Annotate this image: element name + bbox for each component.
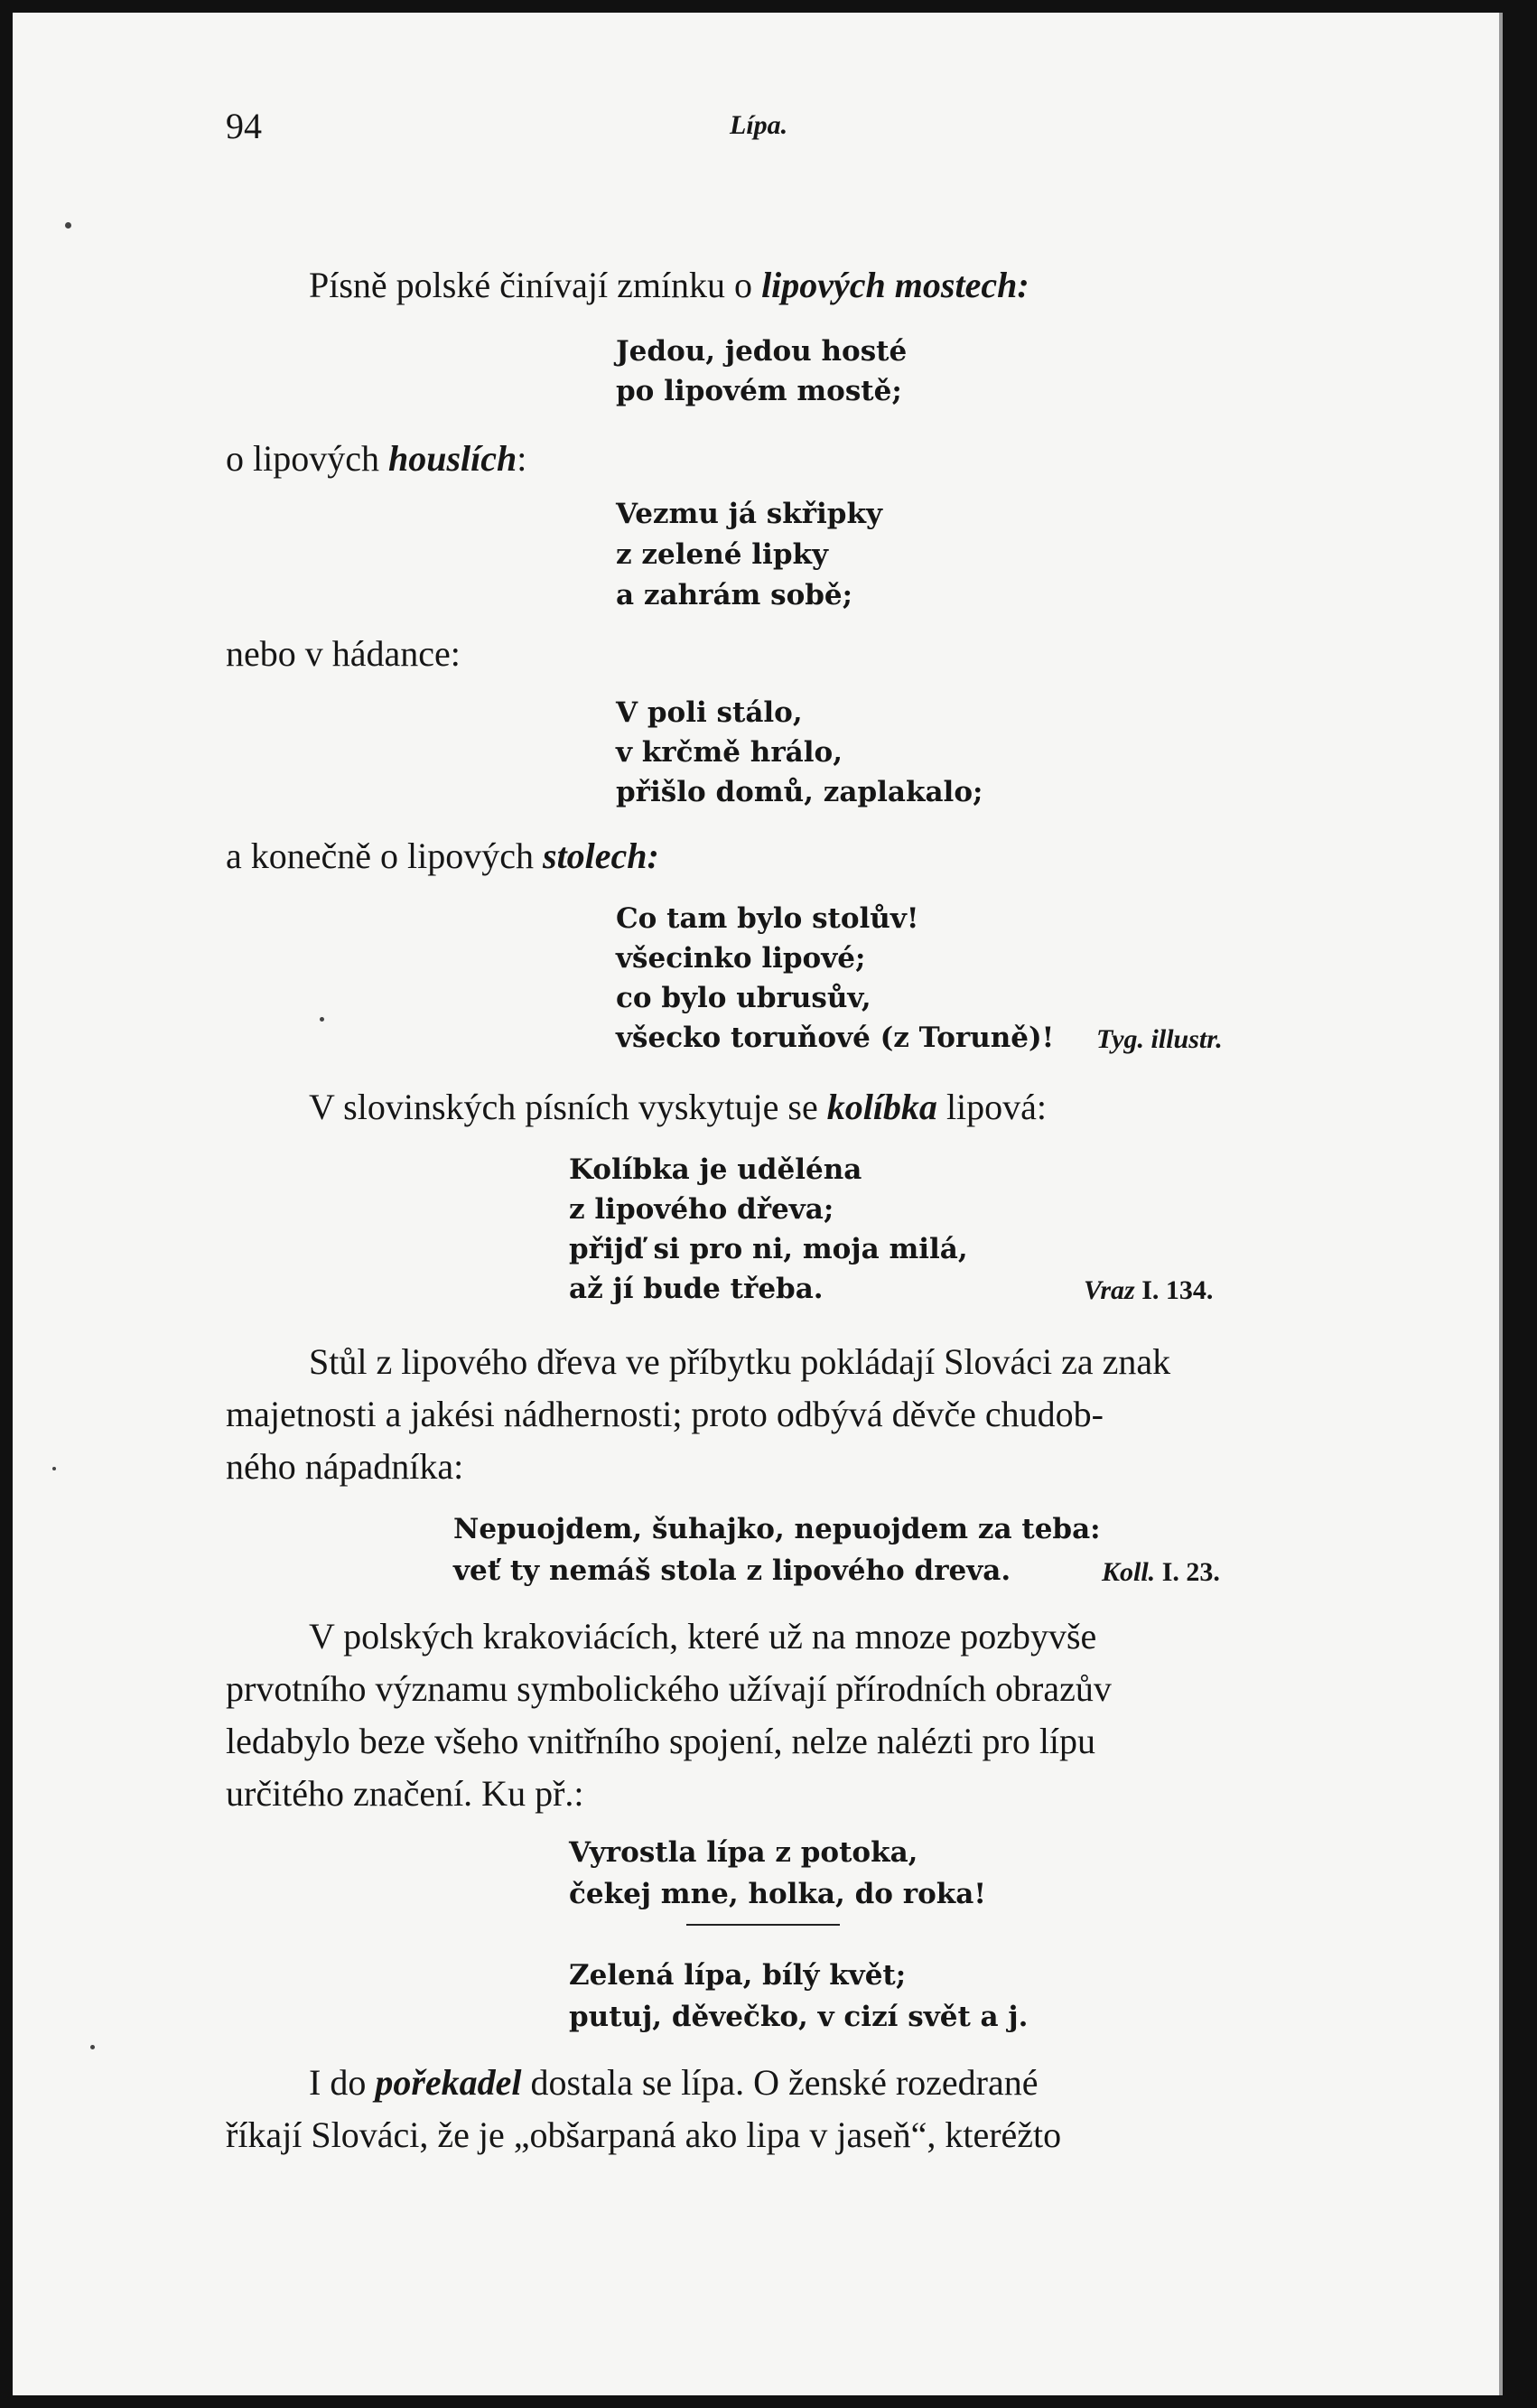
verse-line: Kolíbka je uděléna [569, 1153, 862, 1186]
verse-line: čekej mne, holka, do roka! [569, 1878, 986, 1910]
paragraph-8-line: I do pořekadel dostala se lípa. O ženské rozedrané [309, 2062, 1039, 2103]
paragraph-1: Písně polské činívají zmínku o lipových mostech: [309, 265, 1029, 305]
scan-speck [65, 222, 71, 229]
verse-line: až jí bude třeba. [569, 1273, 824, 1305]
verse-line: a zahrám sobě; [616, 579, 853, 611]
page-edge-shadow [1499, 13, 1503, 2395]
emphasis: lipových mostech: [761, 265, 1029, 305]
verse-line: Co tam bylo stolův! [616, 902, 919, 935]
verse-line: po lipovém mostě; [616, 375, 902, 407]
verse-line: přišlo domů, zaplakalo; [616, 776, 983, 808]
scan-speck [90, 2045, 95, 2049]
paragraph-6-line: Stůl z lipového dřeva ve příbytku pokládají Slováci za znak [309, 1341, 1171, 1382]
running-head: Lípa. [730, 110, 788, 140]
verse-separator-rule [686, 1924, 840, 1926]
paragraph-2: o lipových houslích: [226, 438, 527, 479]
verse-line: přijď si pro ni, moja milá, [569, 1233, 968, 1265]
verse-line: z zelené lipky [616, 538, 828, 571]
paragraph-7-line: prvotního významu symbolického užívají přírodních obrazův [226, 1668, 1112, 1709]
paragraph-7-line: V polských krakoviácích, které už na mnoze pozbyvše [309, 1616, 1097, 1657]
source-citation: Tyg. illustr. [1096, 1024, 1223, 1054]
verse-line: Vezmu já skřipky [616, 498, 882, 530]
verse-line: všecinko lipové; [616, 942, 866, 975]
paragraph-8-line: říkají Slováci, že je „obšarpaná ako lipa v jaseň“, kteréžto [226, 2114, 1062, 2155]
page-number: 94 [226, 106, 262, 146]
scan-speck [320, 1017, 324, 1022]
verse-line: co bylo ubrusův, [616, 982, 871, 1014]
paragraph-7-line: určitého značení. Ku př.: [226, 1773, 584, 1814]
paragraph-3: nebo v hádance: [226, 633, 461, 674]
emphasis: stolech: [543, 835, 659, 876]
emphasis: kolíbka [826, 1087, 937, 1127]
emphasis: pořekadel [375, 2062, 522, 2103]
emphasis: houslích [387, 438, 517, 479]
verse-line: veť ty nemáš stola z lipového dreva. [453, 1554, 1011, 1587]
verse-line: Jedou, jedou hosté [616, 335, 908, 368]
verse-line: z lipového dřeva; [569, 1193, 834, 1226]
paragraph-6-line: ného nápadníka: [226, 1446, 464, 1487]
verse-line: V poli stálo, [616, 696, 803, 729]
source-citation: Vraz I. 134. [1084, 1275, 1214, 1305]
source-citation: Koll. I. 23. [1102, 1557, 1220, 1587]
verse-line: Vyrostla lípa z potoka, [569, 1836, 918, 1869]
paragraph-4: a konečně o lipových stolech: [226, 835, 659, 876]
verse-line: putuj, děvečko, v cizí svět a j. [569, 2001, 1029, 2033]
verse-line: všecko toruňové (z Toruně)! [616, 1022, 1055, 1054]
paragraph-6-line: majetnosti a jakési nádhernosti; proto odbývá děvče chudob- [226, 1394, 1104, 1434]
book-page [13, 13, 1499, 2395]
paragraph-5: V slovinských písních vyskytuje se kolíbka lipová: [309, 1087, 1048, 1127]
verse-line: Nepuojdem, šuhajko, nepuojdem za teba: [453, 1513, 1101, 1545]
verse-line: v krčmě hrálo, [616, 736, 843, 769]
verse-line: Zelená lípa, bílý květ; [569, 1959, 907, 1992]
paragraph-7-line: ledabylo beze všeho vnitřního spojení, nelze nalézti pro lípu [226, 1721, 1096, 1761]
scan-speck [52, 1467, 56, 1470]
